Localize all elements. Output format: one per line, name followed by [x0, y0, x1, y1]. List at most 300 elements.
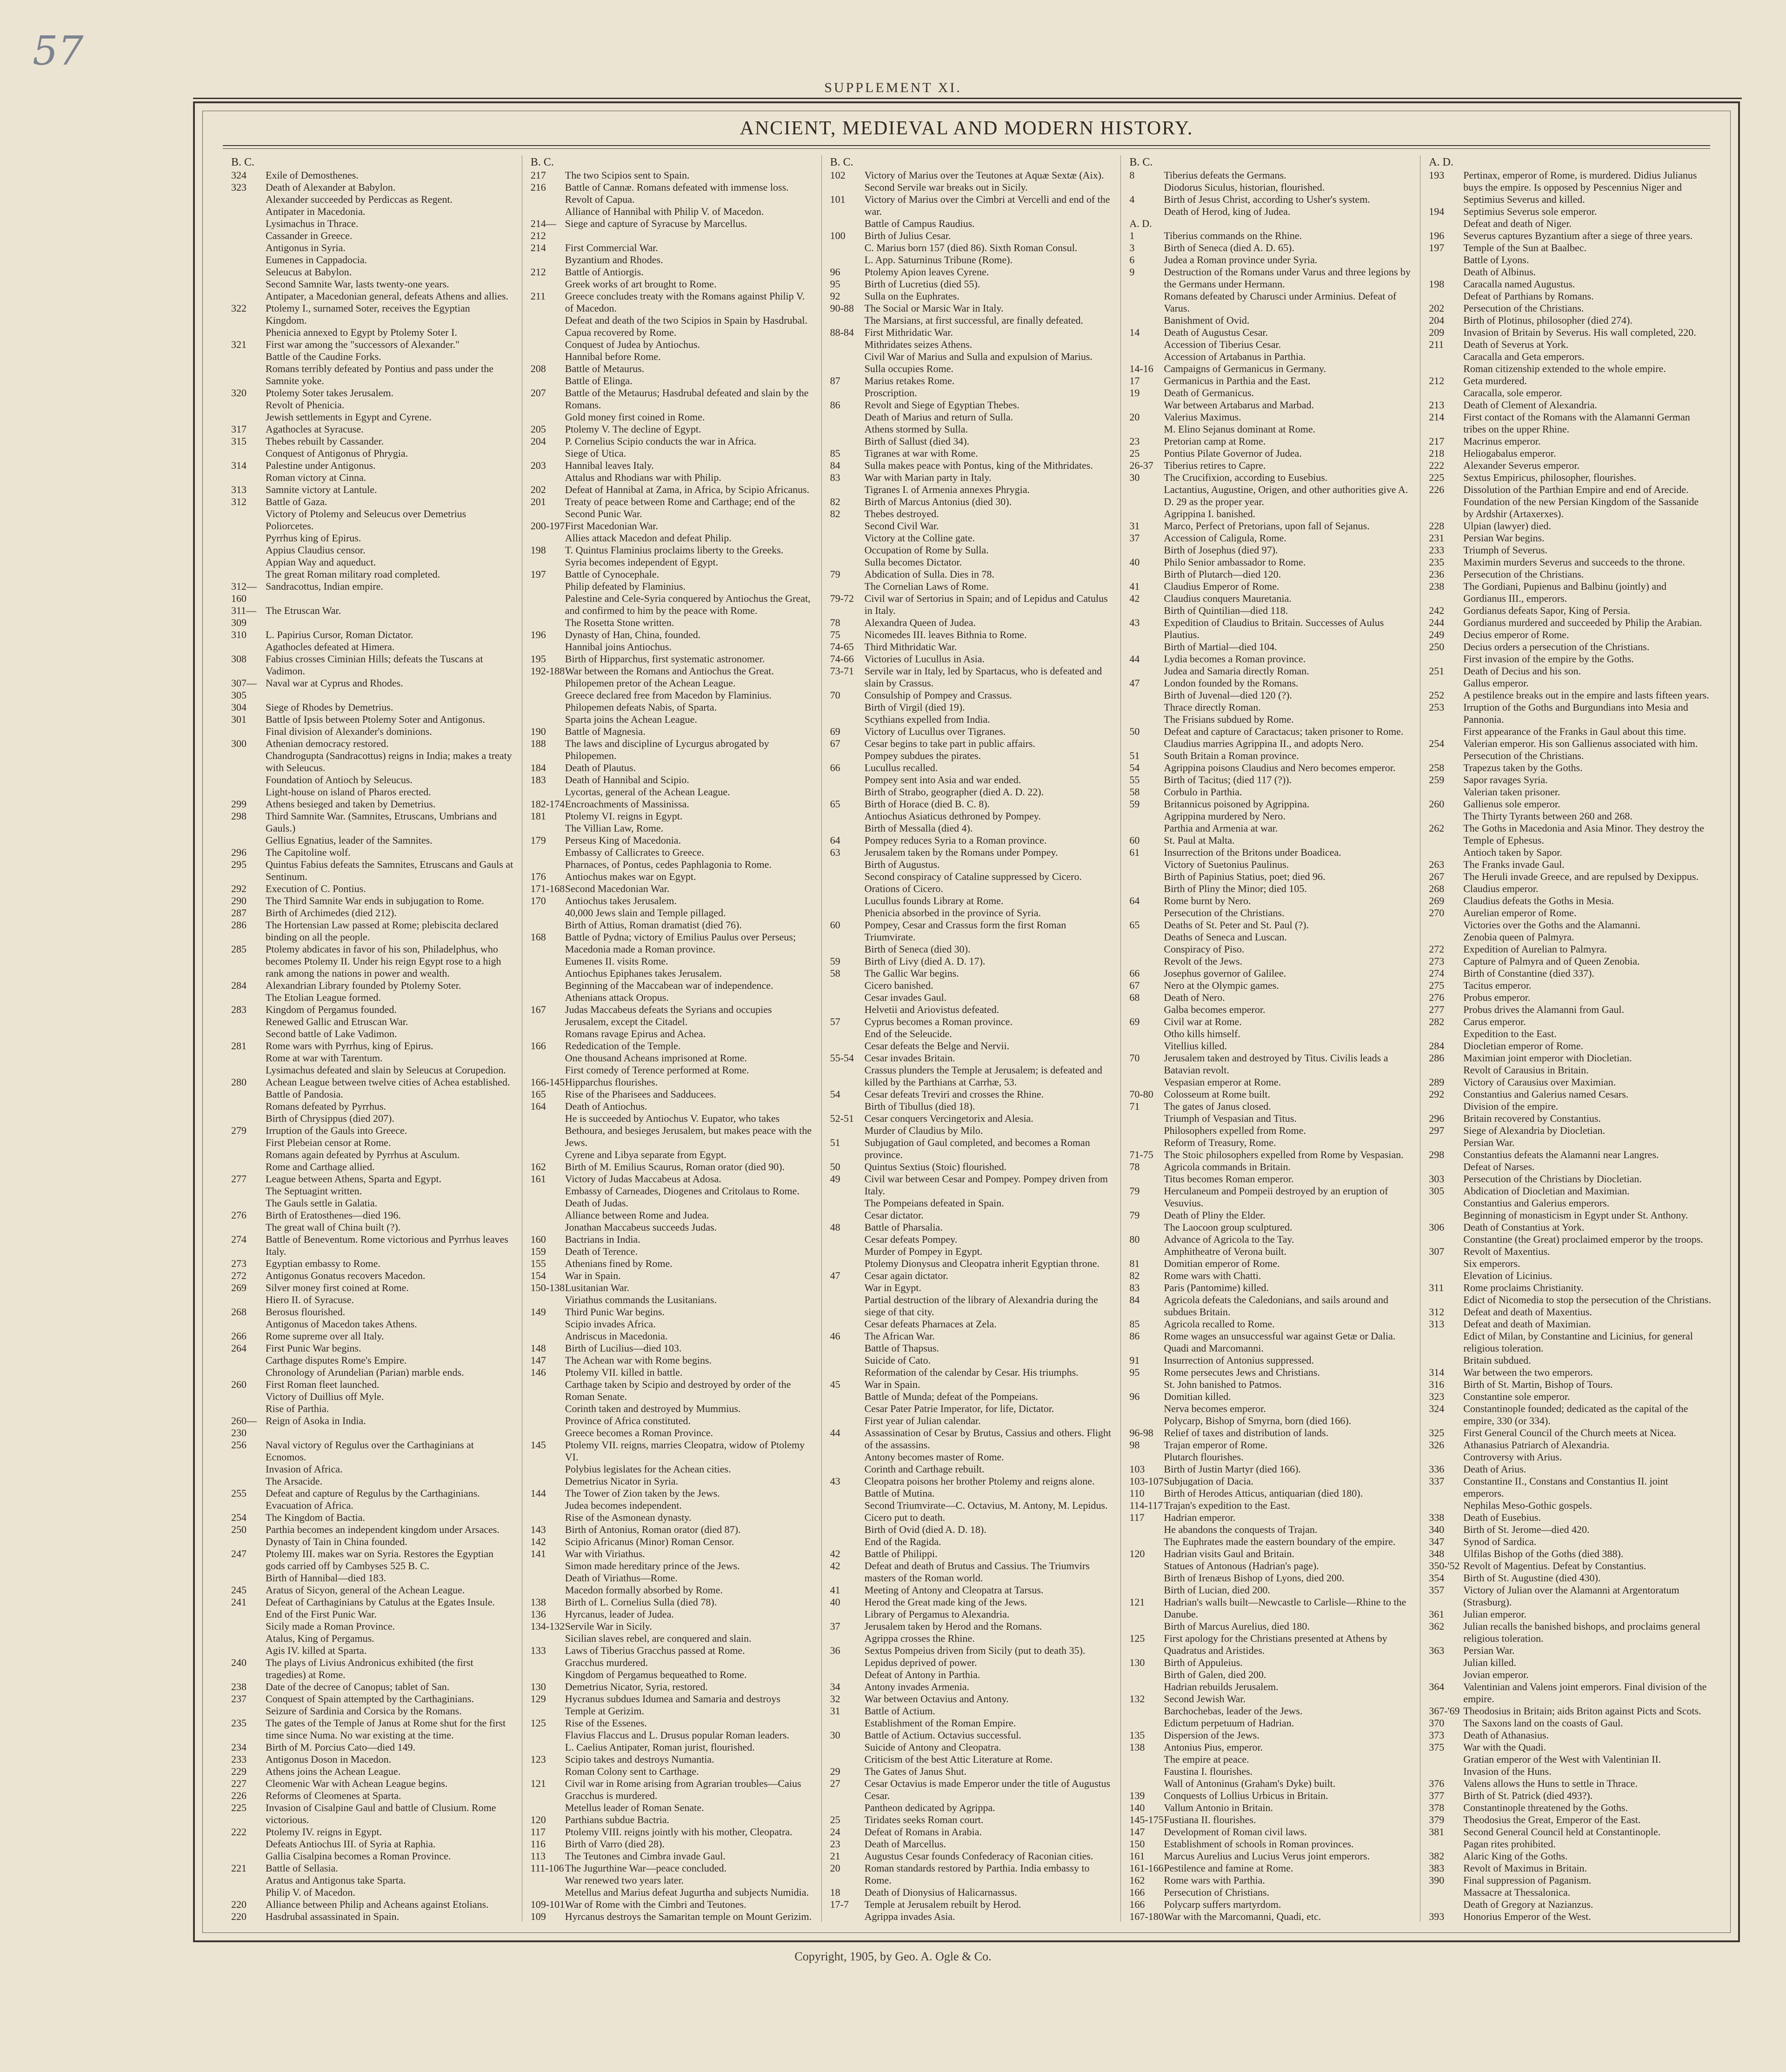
timeline-entry: [1129, 1729, 1412, 1741]
timeline-entry: [531, 1342, 813, 1354]
timeline-entry: [1429, 992, 1711, 1004]
entry-text: First General Council of the Church meets at Nicea.: [1463, 1427, 1676, 1439]
timeline-entry: [531, 774, 813, 786]
entry-text: Defeat and capture of Caractacus; taken prisoner to Rome.: [1164, 726, 1404, 737]
entry-text: Death of Severus at York.: [1463, 339, 1569, 350]
timeline-entry: [1429, 810, 1711, 822]
entry-year: [1129, 1766, 1164, 1778]
entry-year: 312: [1429, 1306, 1445, 1318]
timeline-entry: [231, 1004, 513, 1016]
entry-text: Macrinus emperor.: [1463, 435, 1541, 447]
entry-year: 314: [231, 460, 247, 471]
entry-year: 1: [1129, 230, 1135, 241]
entry-year: [531, 689, 565, 701]
entry-year: 147: [1129, 1826, 1145, 1838]
entry-text: Fabius crosses Ciminian Hills; defeats the Tuscans at Vadimon.: [266, 653, 483, 677]
page-number-handwritten: 57: [33, 28, 84, 74]
entry-text: Birth of Marcus Aurelius, died 180.: [1164, 1620, 1310, 1632]
entry-text: Advance of Agricola to the Tay.: [1164, 1233, 1294, 1245]
entry-text: Birth of Irenæus Bishop of Lyons, died 200.: [1164, 1572, 1345, 1584]
entry-text: Lydia becomes a Roman province.: [1164, 653, 1306, 665]
entry-year: 114-117: [1129, 1499, 1163, 1511]
entry-text: Defeat of Antony in Parthia.: [864, 1669, 980, 1680]
timeline-entry: [231, 738, 513, 750]
timeline-entry: [830, 1342, 1113, 1354]
timeline-entry: [1429, 460, 1711, 472]
entry-year: [231, 1572, 266, 1584]
timeline-entry: [531, 1741, 813, 1753]
timeline-entry: [231, 992, 513, 1004]
entry-year: 70: [1129, 1052, 1140, 1064]
entry-text: T. Quintus Flaminius proclaims liberty to the Greeks.: [565, 544, 784, 556]
entry-text: Rise of the Asmonean dynasty.: [565, 1512, 692, 1523]
entry-year: [830, 532, 865, 544]
entry-text: First Mithridatic War.: [864, 326, 953, 338]
entry-text: Servile War in Sicily.: [565, 1620, 652, 1632]
timeline-entry: [830, 520, 1113, 532]
entry-year: [1129, 1560, 1164, 1572]
timeline-entry: [1429, 339, 1711, 351]
entry-year: [531, 967, 565, 979]
entry-text: Persecution of the Christians.: [1164, 907, 1285, 919]
entry-year: [531, 859, 565, 871]
entry-year: 31: [830, 1705, 840, 1717]
entry-year: 109: [530, 1911, 546, 1922]
entry-text: Probus drives the Alamanni from Gaul.: [1463, 1004, 1625, 1015]
entry-year: [830, 822, 865, 834]
entry-text: The Cornelian Laws of Rome.: [864, 580, 989, 592]
entry-text: Birth of Juvenal—died 120 (?).: [1164, 689, 1292, 701]
entry-text: The Heruli invade Greece, and are repulsed by Dexippus.: [1463, 871, 1699, 882]
timeline-entry: [830, 387, 1113, 399]
entry-text: Trajan's expedition to the East.: [1164, 1499, 1290, 1511]
entry-year: [1429, 1294, 1463, 1306]
timeline-entry: [830, 1705, 1113, 1717]
entry-year: 55-54: [830, 1052, 854, 1064]
entry-text: Berosus flourished.: [266, 1306, 346, 1318]
timeline-entry: [231, 218, 513, 230]
entry-year: [531, 1874, 565, 1886]
timeline-entry: [1129, 967, 1412, 979]
timeline-entry: [1429, 1669, 1711, 1681]
timeline-entry: [531, 1233, 813, 1246]
entry-year: [1129, 1137, 1164, 1149]
entry-text: Irruption of the Gauls into Greece.: [266, 1125, 407, 1136]
entry-text: Suicide of Cato.: [864, 1354, 931, 1366]
entry-text: Nerva becomes emperor.: [1164, 1403, 1266, 1414]
timeline-entry: [830, 1197, 1113, 1209]
entry-text: Polycarp suffers martyrdom.: [1164, 1899, 1281, 1910]
entry-text: Pyrrhus king of Epirus.: [266, 532, 361, 544]
entry-year: [531, 1475, 565, 1487]
entry-text: Birth of Attius, Roman dramatist (died 76).: [565, 919, 742, 931]
entry-text: Date of the decree of Canopus; tablet of San.: [266, 1681, 450, 1692]
entry-text: Civil war of Sertorius in Spain; and of Lepidus and Catulus in Italy.: [864, 593, 1108, 616]
timeline-entry: [830, 1584, 1113, 1596]
timeline-entry: [1429, 750, 1711, 762]
entry-text: Abdication of Sulla. Dies in 78.: [864, 568, 994, 580]
timeline-entry: [830, 1717, 1113, 1729]
entry-text: Sextus Empiricus, philosopher, flourishes.: [1463, 472, 1637, 483]
entry-text: Roman citizenship extended to the whole empire.: [1463, 363, 1666, 374]
entry-text: Roman standards restored by Parthia. India embassy to Rome.: [864, 1862, 1090, 1886]
entry-text: Constantine sole emperor.: [1463, 1391, 1570, 1402]
entry-text: Polybius legislates for the Achean cities.: [565, 1463, 731, 1475]
entry-year: [531, 1318, 565, 1330]
timeline-entry: [231, 1874, 513, 1886]
entry-year: 363: [1429, 1645, 1445, 1656]
timeline-entry: [830, 193, 1113, 218]
entry-year: [830, 979, 865, 992]
entry-year: 117: [530, 1826, 546, 1838]
entry-year: [830, 943, 865, 955]
entry-year: 67: [1129, 979, 1140, 991]
entry-text: Mithridates seizes Athens.: [864, 339, 973, 350]
entry-year: [830, 314, 865, 326]
timeline-entry: [1429, 605, 1711, 617]
entry-text: Amphitheatre of Verona built.: [1164, 1246, 1286, 1257]
entry-year: 290: [231, 895, 247, 906]
entry-text: Accession of Caligula, Rome.: [1164, 532, 1286, 544]
entry-text: Demetrius Nicator in Syria.: [565, 1475, 678, 1487]
entry-year: 61: [1129, 846, 1140, 858]
timeline-entry: [1129, 1572, 1412, 1584]
entry-year: [231, 1475, 266, 1487]
entry-year: [531, 1294, 565, 1306]
entry-year: 43: [1129, 617, 1140, 628]
entry-text: Jewish settlements in Egypt and Cyrene.: [266, 411, 432, 423]
timeline-entry: [231, 750, 513, 774]
timeline-entry: [830, 1246, 1113, 1258]
entry-year: 323: [231, 181, 247, 193]
timeline-entry: [1129, 810, 1412, 822]
timeline-entry: [1429, 351, 1711, 363]
timeline-entry: [830, 653, 1113, 665]
timeline-entry: [1129, 1560, 1412, 1572]
timeline-entry: [531, 484, 813, 496]
entry-year: 229: [231, 1766, 247, 1777]
entry-year: 314: [1429, 1366, 1445, 1378]
entry-year: 116: [530, 1838, 546, 1850]
entry-text: Thebes rebuilt by Cassander.: [266, 435, 384, 447]
entry-text: Alliance between Rome and Judea.: [565, 1209, 709, 1221]
entry-year: [830, 774, 865, 786]
entry-text: Victory of Marius over the Cimbri at Vercelli and end of the war.: [864, 193, 1110, 217]
entry-year: [531, 375, 565, 387]
entry-text: The gates of Janus closed.: [1164, 1100, 1271, 1112]
entry-text: Agricola recalled to Rome.: [1164, 1318, 1275, 1330]
timeline-entry: [1129, 1657, 1412, 1669]
entry-text: Honorius Emperor of the West.: [1463, 1911, 1591, 1922]
timeline-entry: [531, 1899, 813, 1911]
entry-text: Defeat of Narses.: [1463, 1161, 1535, 1173]
entry-year: 71-75: [1129, 1149, 1153, 1160]
timeline-entry: [1129, 883, 1412, 895]
entry-year: 32: [830, 1693, 840, 1705]
timeline-entry: [1129, 689, 1412, 701]
entry-text: Cesar defeats the Belge and Nervii.: [864, 1040, 1010, 1052]
timeline-entry: [531, 992, 813, 1004]
entry-text: Kingdom of Pergamus bequeathed to Rome.: [565, 1669, 747, 1680]
timeline-entry: [1429, 435, 1711, 447]
entry-text: Gordianus defeats Sapor, King of Persia.: [1463, 605, 1631, 616]
entry-year: 195: [530, 653, 546, 665]
entry-year: [1429, 1838, 1463, 1850]
timeline-entry: [1129, 326, 1412, 339]
timeline-entry: [1429, 1874, 1711, 1886]
entry-text: Egyptian embassy to Rome.: [266, 1258, 380, 1269]
entry-year: [830, 1064, 865, 1088]
entry-year: 64: [830, 834, 840, 846]
entry-year: 23: [830, 1838, 840, 1850]
entry-year: [231, 278, 266, 290]
entry-text: Persecution of the Christians by Diocletian.: [1463, 1173, 1642, 1185]
entry-text: Death of Marcellus.: [864, 1838, 946, 1850]
entry-year: 85: [830, 447, 840, 459]
timeline-entry: [531, 218, 813, 242]
entry-text: Birth of Josephus (died 97).: [1164, 544, 1278, 556]
entry-text: Battle of Cynocephale.: [565, 568, 660, 580]
entry-year: 42: [1129, 593, 1140, 604]
entry-text: Gratian emperor of the West with Valentinian II.: [1463, 1753, 1661, 1765]
entry-text: Athens besieged and taken by Demetrius.: [266, 798, 436, 810]
entry-year: 182-174: [530, 798, 565, 810]
entry-year: 216: [530, 181, 546, 193]
entry-year: [1129, 605, 1164, 617]
timeline-entry: [231, 798, 513, 810]
timeline-entry: [1129, 1318, 1412, 1330]
entry-text: War with Viriathus.: [565, 1548, 645, 1559]
entry-text: Birth of Seneca (died 30).: [864, 943, 971, 955]
timeline-entry: [1429, 1040, 1711, 1052]
timeline-entry: [830, 556, 1113, 568]
entry-year: 37: [1129, 532, 1140, 544]
entry-text: Herculaneum and Pompeii destroyed by an eruption of Vesuvius.: [1164, 1185, 1388, 1209]
entry-text: War with the Marcomanni, Quadi, etc.: [1164, 1911, 1321, 1922]
entry-year: [231, 254, 266, 266]
timeline-entry: [830, 423, 1113, 435]
entry-text: Birth of Lucian, died 200.: [1164, 1584, 1270, 1596]
timeline-entry: [1429, 1100, 1711, 1113]
entry-text: Conquests of Lollius Urbicus in Britain.: [1164, 1790, 1328, 1801]
entry-text: Tiberius retires to Capre.: [1164, 460, 1266, 471]
entry-year: 86: [1129, 1330, 1140, 1342]
timeline-entry: [231, 1717, 513, 1741]
entry-text: Jonathan Maccabeus succeeds Judas.: [565, 1221, 717, 1233]
entry-year: 312: [231, 496, 247, 507]
timeline-entry: [830, 1632, 1113, 1645]
entry-year: [231, 786, 266, 798]
entry-year: 337: [1429, 1475, 1445, 1487]
entry-text: Revolt of Phenicia.: [266, 399, 345, 411]
timeline-entry: [1429, 629, 1711, 641]
entry-year: 336: [1429, 1463, 1445, 1475]
entry-year: [830, 363, 865, 375]
entry-text: Parthia becomes an independent kingdom under Arsaces.: [266, 1524, 500, 1535]
entry-text: The Gordiani, Pupienus and Balbinu (jointly) and Gordianus III., emperors.: [1463, 580, 1667, 604]
entry-text: Revolt of Carausius in Britain.: [1463, 1064, 1589, 1076]
entry-text: Simon made hereditary prince of the Jews.: [565, 1560, 740, 1572]
era-heading: A. D.: [1429, 156, 1453, 168]
timeline-entry: [531, 1185, 813, 1197]
entry-text: Zenobia queen of Palmyra.: [1463, 931, 1574, 943]
entry-text: Scipio Africanus (Minor) Roman Censor.: [565, 1536, 734, 1547]
era-heading: B. C.: [1129, 156, 1153, 168]
entry-year: [231, 1113, 266, 1125]
entry-text: Occupation of Rome by Sulla.: [864, 544, 989, 556]
entry-text: Marcus Aurelius and Lucius Verus joint emperors.: [1164, 1850, 1370, 1862]
entry-year: [1429, 1499, 1463, 1512]
entry-year: 67: [830, 738, 840, 749]
entry-year: [231, 556, 266, 568]
entry-year: 286: [1429, 1052, 1445, 1064]
timeline-entry: [830, 254, 1113, 266]
timeline-entry: [531, 1173, 813, 1185]
entry-year: [1429, 1886, 1463, 1899]
entry-year: [830, 1040, 865, 1052]
entry-text: Revolt of Maximus in Britain.: [1463, 1862, 1587, 1874]
entry-text: Second conspiracy of Cataline suppressed by Cicero.: [864, 871, 1082, 882]
entry-year: [231, 1294, 266, 1306]
entry-text: Ptolemy VII. reigns, marries Cleopatra, widow of Ptolemy VI.: [565, 1439, 805, 1463]
entry-text: Second General Council held at Constantinople.: [1463, 1826, 1661, 1838]
entry-year: 86: [830, 399, 840, 411]
entry-text: Lactantius, Augustine, Origen, and other authorities give A. D. 29 as the proper year.: [1164, 484, 1408, 507]
entry-text: The Achean war with Rome begins.: [565, 1354, 712, 1366]
timeline-entry: [531, 1874, 813, 1886]
entry-text: Josephus governor of Galilee.: [1164, 967, 1286, 979]
entry-year: [1429, 254, 1463, 266]
timeline-entry: [1129, 472, 1412, 484]
entry-year: 19: [1129, 387, 1140, 399]
entry-year: [1129, 1415, 1164, 1427]
timeline-entry: [1429, 1258, 1711, 1270]
entry-year: 161-166: [1129, 1862, 1164, 1874]
timeline-entry: [531, 1439, 813, 1463]
entry-year: 134-132: [530, 1620, 565, 1632]
timeline-entry: [1129, 580, 1412, 593]
entry-text: Ptolemy Dionysus and Cleopatra inherit Egyptian throne.: [864, 1258, 1100, 1269]
entry-text: Carthage taken by Scipio and destroyed by order of the Roman Senate.: [565, 1379, 791, 1402]
timeline-entry: [1129, 822, 1412, 834]
entry-text: Battle of Sellasia.: [266, 1862, 338, 1874]
timeline-entry: [531, 1838, 813, 1850]
entry-year: [1429, 1899, 1463, 1911]
entry-year: 85: [1129, 1318, 1140, 1330]
timeline-entry: [1429, 1173, 1711, 1185]
entry-text: Hannibal before Rome.: [565, 351, 661, 362]
entry-text: Philosophers expelled from Rome.: [1164, 1125, 1306, 1136]
entry-text: End of the Seleucide.: [864, 1028, 952, 1039]
entry-text: Birth of Martial—died 104.: [1164, 641, 1277, 653]
timeline-entry: [1429, 1499, 1711, 1512]
entry-text: Athens stormed by Sulla.: [864, 423, 968, 435]
entry-text: The African War.: [864, 1330, 935, 1342]
timeline-entry: [231, 1911, 513, 1922]
timeline-entry: [830, 302, 1113, 314]
timeline-entry: [830, 1451, 1113, 1463]
entry-text: Battle of Magnesia.: [565, 726, 646, 737]
timeline-entry: [830, 1560, 1113, 1584]
entry-text: Agrippina I. banished.: [1164, 508, 1256, 520]
timeline-entry: [1129, 1463, 1412, 1475]
entry-year: 42: [830, 1548, 840, 1559]
entry-text: The Euphrates made the eastern boundary of the empire.: [1164, 1536, 1396, 1547]
entry-text: Antony invades Armenia.: [864, 1681, 970, 1692]
timeline-entry: [1129, 1161, 1412, 1173]
timeline-entry: [1429, 1548, 1711, 1560]
entry-year: 201: [530, 496, 546, 507]
entry-year: [231, 1874, 266, 1886]
timeline-entry: [231, 411, 513, 423]
entry-year: [830, 1499, 865, 1512]
entry-text: Judea a Roman province under Syria.: [1164, 254, 1318, 266]
entry-year: 90-88: [830, 302, 854, 314]
entry-year: 258: [1429, 762, 1445, 773]
entry-text: Hyrcanus destroys the Samaritan temple on Mount Gerizim.: [565, 1911, 812, 1922]
entry-year: 136: [530, 1608, 546, 1620]
entry-year: [531, 786, 565, 798]
entry-year: [1129, 1620, 1164, 1632]
entry-text: Abdication of Diocletian and Maximian.: [1463, 1185, 1630, 1197]
timeline-entry: [531, 532, 813, 544]
entry-text: Rededication of the Temple.: [565, 1040, 681, 1052]
timeline-entry: [830, 508, 1113, 520]
entry-year: [1429, 1209, 1463, 1221]
entry-year: 48: [830, 1221, 840, 1233]
entry-text: Defeat and death of the two Scipios in Spain by Hasdrubal.: [565, 314, 807, 326]
timeline-entry: [1429, 1451, 1711, 1463]
entry-text: Lucullus recalled.: [864, 762, 938, 773]
entry-year: [830, 750, 865, 762]
document-frame: [193, 101, 1740, 1942]
entry-year: 322: [231, 302, 247, 314]
entry-text: First apology for the Christians presented at Athens by Quadratus and Aristides.: [1164, 1632, 1387, 1656]
entry-text: The Gallic War begins.: [864, 967, 959, 979]
entry-year: 59: [830, 955, 840, 967]
timeline-entry: [1129, 617, 1412, 641]
timeline-entry: [1429, 169, 1711, 206]
timeline-entry: [830, 726, 1113, 738]
entry-year: 252: [1429, 689, 1445, 701]
entry-text: Orations of Cicero.: [864, 883, 943, 894]
timeline-entry: [531, 181, 813, 193]
entry-text: Rome persecutes Jews and Christians.: [1164, 1366, 1320, 1378]
entry-text: Diodorus Siculus, historian, flourished.: [1164, 181, 1325, 193]
timeline-entry: [1429, 774, 1711, 786]
entry-year: 301: [231, 713, 247, 725]
entry-year: 25: [1129, 447, 1140, 459]
timeline-entry: [531, 907, 813, 919]
entry-year: [1429, 1657, 1463, 1669]
entry-text: Antipater, a Macedonian general, defeats Athens and allies.: [266, 290, 509, 302]
entry-year: 254: [231, 1512, 247, 1523]
entry-year: 132: [1129, 1693, 1145, 1705]
entry-year: 55: [1129, 774, 1140, 786]
timeline-entry: [231, 1125, 513, 1137]
entry-year: [830, 1100, 865, 1113]
timeline-entry: [531, 955, 813, 967]
entry-text: Lycortas, general of the Achean League.: [565, 786, 730, 798]
timeline-entry: [1129, 919, 1412, 931]
entry-year: 281: [231, 1040, 247, 1052]
timeline-entry: [231, 1693, 513, 1705]
entry-text: First Roman fleet launched.: [266, 1379, 380, 1390]
entry-year: [231, 1391, 266, 1403]
entry-text: Light-house on island of Pharos erected.: [266, 786, 431, 798]
timeline-entry: [1429, 943, 1711, 955]
entry-year: 323: [1429, 1391, 1445, 1402]
